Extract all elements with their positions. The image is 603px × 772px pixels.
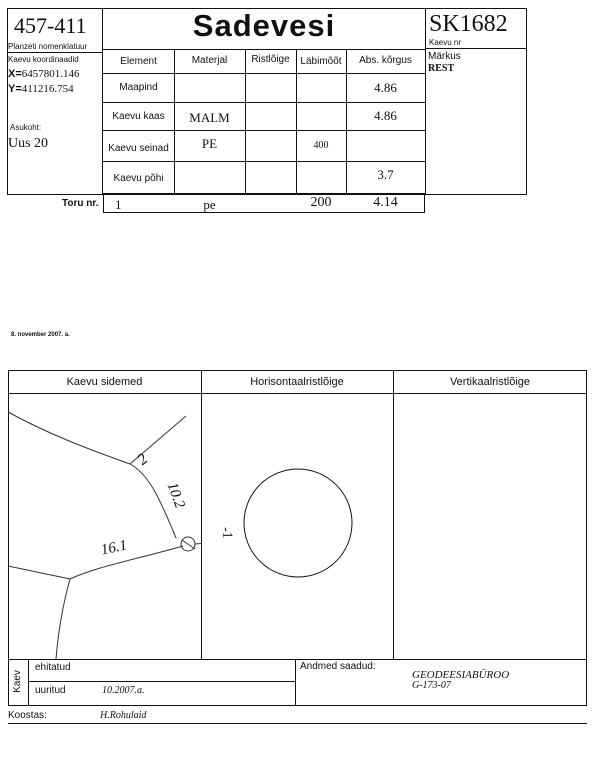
table-cell: Maapind bbox=[119, 82, 158, 93]
location-value: Uus 20 bbox=[8, 136, 49, 151]
table-cell: 4.86 bbox=[374, 80, 397, 95]
coordinates-label: Kaevu koordinaadid bbox=[8, 55, 79, 64]
tie-measure: 10.2 bbox=[163, 480, 188, 511]
footer-divider bbox=[28, 681, 295, 682]
table-cell: Kaevu seinad bbox=[108, 143, 169, 154]
footer-block bbox=[8, 659, 587, 706]
sketch-divider bbox=[393, 370, 394, 660]
tie-measure: 16.1 bbox=[99, 537, 129, 559]
table-line bbox=[103, 102, 425, 103]
document-date: 8. november 2007. a. bbox=[11, 332, 70, 338]
footer-divider bbox=[28, 659, 29, 706]
footer-divider bbox=[295, 659, 296, 706]
coordinate-y-label: Y= bbox=[8, 83, 22, 95]
divider bbox=[7, 52, 103, 53]
surveyed-label: uuritud bbox=[35, 685, 66, 696]
remarks-value: REST bbox=[428, 63, 455, 74]
sketch-header-horizontal: Horisontaalristlõige bbox=[250, 376, 344, 388]
table-top bbox=[103, 49, 425, 50]
pipe-number: 1 bbox=[115, 197, 122, 212]
compiled-value: H.Rohulaid bbox=[100, 710, 147, 721]
well-id-label: Kaevu nr bbox=[429, 38, 462, 47]
data-from-code: G-173-07 bbox=[412, 680, 451, 691]
well-circle bbox=[244, 469, 352, 577]
well-id: SK1682 bbox=[429, 11, 508, 37]
table-cell: Kaevu põhi bbox=[113, 173, 164, 184]
tie-measure: 2 bbox=[134, 450, 152, 469]
table-header: Element bbox=[120, 56, 157, 67]
sheet-label: Planzeti nomenklatuur bbox=[8, 42, 88, 51]
divider bbox=[425, 48, 527, 49]
table-cell: 3.7 bbox=[377, 167, 394, 182]
coordinate-y-value: 411216.754 bbox=[21, 83, 74, 95]
sketch-header-ties: Kaevu sidemed bbox=[66, 376, 143, 388]
pipe-diameter: 200 bbox=[310, 195, 332, 210]
surveyed-value: 10.2007.a. bbox=[102, 685, 145, 696]
sketch-header-vertical: Vertikaalristlõige bbox=[449, 376, 531, 388]
location-label: Asukoht: bbox=[10, 123, 42, 132]
pipe-row-label: Toru nr. bbox=[62, 198, 99, 209]
table-cell: 400 bbox=[313, 140, 329, 151]
pipe-elevation: 4.14 bbox=[373, 195, 398, 210]
pipe-direction: -1 bbox=[217, 525, 235, 540]
remarks-label: Märkus bbox=[428, 51, 461, 62]
table-cell: MALM bbox=[189, 110, 230, 125]
table-header: Abs. kõrgus bbox=[359, 55, 412, 66]
table-cell: Kaevu kaas bbox=[112, 111, 165, 122]
sketch-line bbox=[182, 540, 195, 549]
table-header: Läbimõõt bbox=[300, 56, 342, 67]
document-title: Sadevesi bbox=[192, 8, 336, 43]
table-header: Materjal bbox=[191, 55, 228, 66]
table-cell: PE bbox=[201, 136, 218, 151]
table-header-line bbox=[103, 73, 425, 74]
footer-side-label: Kaev bbox=[11, 670, 23, 693]
table-header: Ristlõige bbox=[251, 54, 290, 65]
sketch-line bbox=[8, 566, 70, 579]
table-cell: 4.86 bbox=[374, 108, 397, 123]
data-from-org: GEODEESIABÜROO bbox=[412, 669, 510, 681]
coordinate-x bbox=[8, 68, 80, 80]
coordinate-x-value: 6457801.146 bbox=[21, 68, 80, 80]
sketch-line bbox=[56, 579, 70, 659]
data-from-label: Andmed saadud: bbox=[300, 661, 376, 672]
table-col bbox=[296, 49, 297, 195]
coordinate-x-label: X= bbox=[8, 68, 22, 80]
tie-sketch bbox=[8, 394, 201, 659]
sketch-line bbox=[195, 542, 201, 544]
table-line bbox=[103, 161, 425, 162]
sketch-line bbox=[8, 412, 130, 464]
table-col bbox=[245, 49, 246, 195]
coordinate-y bbox=[8, 83, 74, 95]
pipe-material: pe bbox=[203, 197, 216, 212]
compiled-underline bbox=[8, 723, 587, 724]
compiled-label: Koostas: bbox=[8, 710, 47, 721]
table-line bbox=[103, 130, 425, 131]
built-label: ehitatud bbox=[35, 662, 71, 673]
sheet-number: 457-411 bbox=[14, 13, 87, 38]
divider bbox=[425, 8, 426, 195]
